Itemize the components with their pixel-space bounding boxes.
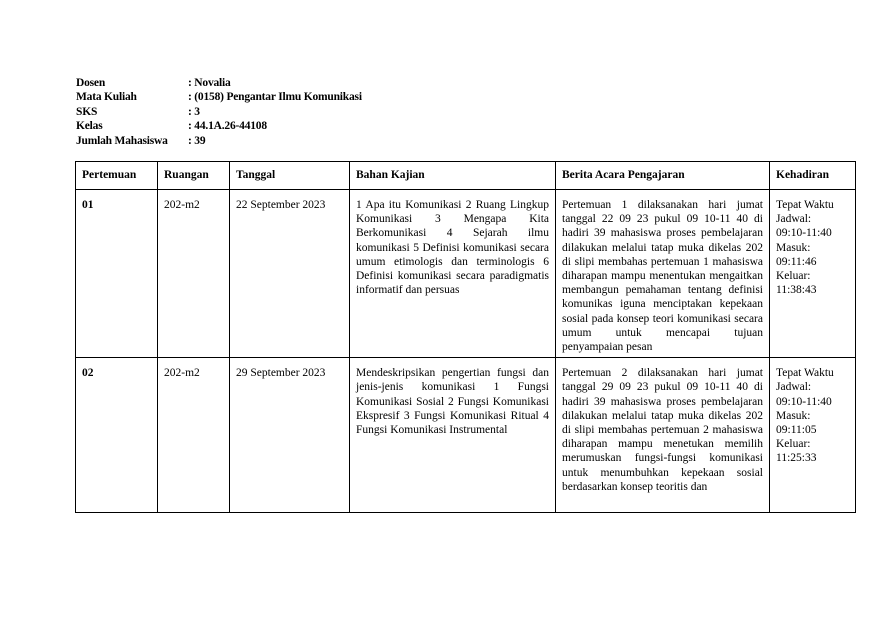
info-value: : (0158) Pengantar Ilmu Komunikasi <box>188 91 362 104</box>
col-header-pertemuan: Pertemuan <box>76 162 158 190</box>
cell-kehadiran <box>770 358 856 513</box>
cell-berita-acara <box>556 358 770 513</box>
kehadiran-masuk-label: Masuk: <box>776 241 811 254</box>
cell-tanggal: 29 September 2023 <box>230 358 350 513</box>
info-value: : 3 <box>188 105 200 118</box>
info-row-dosen <box>76 76 362 90</box>
col-header-tanggal: Tanggal <box>230 162 350 190</box>
info-label: Dosen <box>76 77 106 89</box>
kehadiran-status: Tepat Waktu <box>776 367 834 380</box>
table-row <box>76 190 856 358</box>
kehadiran-masuk-value: 09:11:05 <box>776 424 817 437</box>
cell-tanggal: 22 September 2023 <box>230 190 350 358</box>
cell-pertemuan: 01 <box>76 190 158 358</box>
kehadiran-jadwal-value: 09:10-11:40 <box>776 395 832 408</box>
info-value: : 44.1A.26-44108 <box>188 120 267 133</box>
table-header-row <box>76 162 856 190</box>
col-header-berita-acara: Berita Acara Pengajaran <box>556 162 770 190</box>
info-row-jumlah-mahasiswa <box>76 134 362 148</box>
col-header-kehadiran: Kehadiran <box>770 162 856 190</box>
table-row <box>76 358 856 513</box>
kehadiran-keluar-value: 11:38:43 <box>776 284 817 297</box>
info-row-sks <box>76 105 362 119</box>
cell-pertemuan: 02 <box>76 358 158 513</box>
col-header-bahan-kajian: Bahan Kajian <box>350 162 556 190</box>
info-value: : 39 <box>188 134 206 147</box>
info-label: SKS <box>76 105 98 118</box>
cell-bahan-kajian: 1 Apa itu Komunikasi 2 Ruang Lingkup Komunikasi 3 Mengapa Kita Berkomunikasi 4 Sejarah ilmu komunikasi 5 Definisi komunikasi secara umum etimologis dan terminologis 6 Definisi komunikasi secara paradigmatis informatif dan persuas <box>350 190 556 358</box>
kehadiran-masuk-value: 09:11:46 <box>776 255 817 268</box>
kehadiran-jadwal-label: Jadwal: <box>776 213 812 226</box>
cell-ruangan: 202-m2 <box>158 190 230 358</box>
kehadiran-keluar-value: 11:25:33 <box>776 452 817 465</box>
col-header-ruangan: Ruangan <box>158 162 230 190</box>
kehadiran-keluar-label: Keluar: <box>776 270 811 283</box>
cell-bahan-kajian: Mendeskripsikan pengertian fungsi dan jenis-jenis komunikasi 1 Fungsi Komunikasi Sosial 2 Fungsi Komunikasi Ekspresif 3 Fungsi Komunikasi Ritual 4 Fungsi Komunikasi Instrumental <box>350 358 556 513</box>
kehadiran-keluar-label: Keluar: <box>776 438 811 451</box>
berita-acara-text: Pertemuan 2 dilaksanakan hari jumat tanggal 29 09 23 pukul 09 10-11 40 di hadiri 39 mahasiswa proses pembelajaran dilakukan melalui tatap muka dikelas 202 di slipi membahas pertemuan 2 mahasiswa diharapan mampu menetukan memilih merumuskan fungsi-fungsi komunikasi untuk menumbuhkan kepekaan sosial berdasarkan konsep teoritis dan <box>562 367 763 493</box>
kehadiran-jadwal-value: 09:10-11:40 <box>776 227 832 240</box>
attendance-table <box>75 161 856 513</box>
kehadiran-masuk-label: Masuk: <box>776 409 811 422</box>
info-label: Jumlah Mahasiswa <box>76 134 168 147</box>
course-info <box>76 76 362 148</box>
kehadiran-jadwal-label: Jadwal: <box>776 381 812 394</box>
kehadiran-status: Tepat Waktu <box>776 199 834 211</box>
cell-berita-acara: Pertemuan 1 dilaksanakan hari jumat tanggal 22 09 23 pukul 09 10-11 40 di hadiri 39 mahasiswa proses pembelajaran dilakukan melalui tatap muka dikelas 202 di slipi membahas pertemuan 1 mahasiswa diharapan mampu menentukan mengaitkan membangun pemahaman tentang definisi komunikas iguna menciptakan kepekaan sosial pada konsep teori komunikasi secara umum untuk mencapai tujuan penyampaian pesan <box>556 190 770 358</box>
cell-ruangan: 202-m2 <box>158 358 230 513</box>
info-row-mata-kuliah <box>76 90 362 104</box>
info-value: : Novalia <box>188 77 231 89</box>
info-label: Kelas <box>76 120 103 133</box>
info-label: Mata Kuliah <box>76 91 137 104</box>
info-row-kelas <box>76 119 362 133</box>
cell-kehadiran <box>770 190 856 358</box>
